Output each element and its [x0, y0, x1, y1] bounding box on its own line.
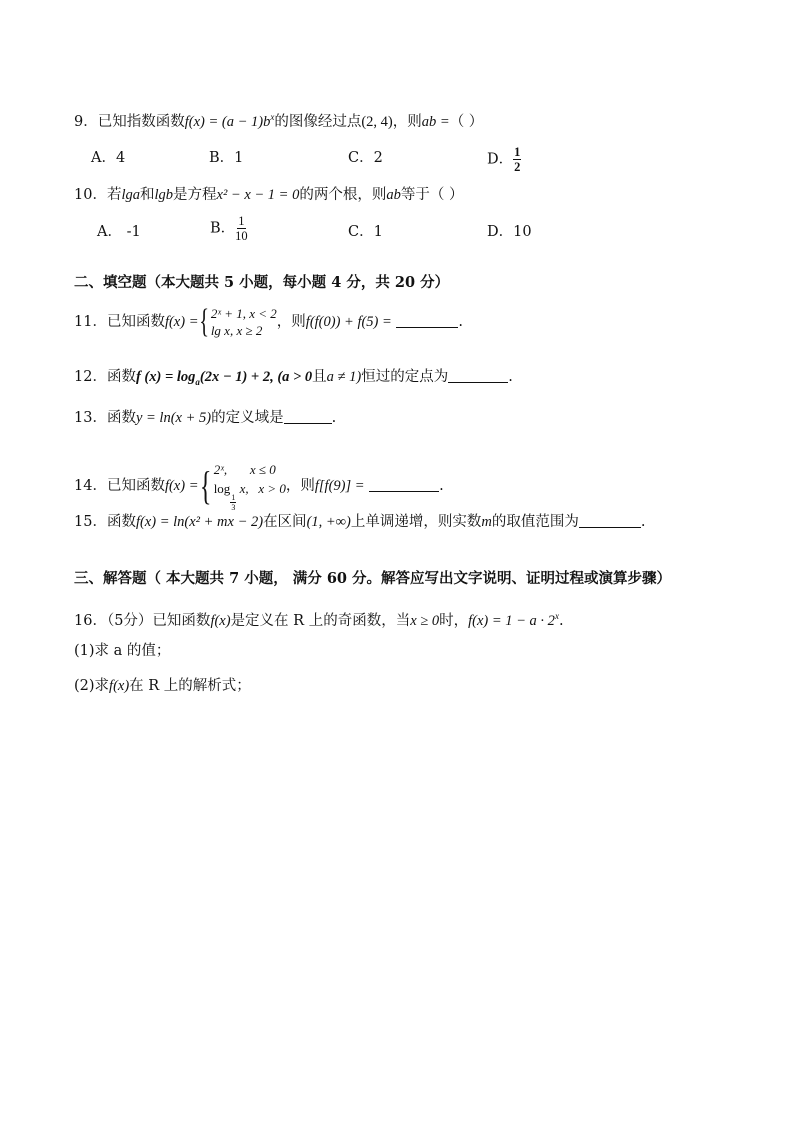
period: . — [458, 314, 464, 330]
question-number: 9． — [74, 114, 98, 130]
question-text: 时， — [439, 613, 469, 629]
question-text: 若 — [106, 187, 122, 203]
question-text: 函数 — [106, 410, 136, 426]
sub-question-text: 在 R 上的解析式； — [129, 678, 251, 694]
math-variable: m — [481, 514, 492, 530]
question-text: 的图像经过点 — [274, 114, 362, 130]
piecewise-function — [198, 460, 285, 512]
option-b — [210, 214, 248, 243]
piecewise-cases — [214, 460, 286, 512]
question-text: ，则 — [392, 114, 422, 130]
fraction-numerator: 1 — [231, 493, 236, 502]
math-subscript: a — [195, 377, 200, 387]
section-heading: 二、填空题（本大题共 5 小题，每小题 4 分，共 20 分） — [74, 274, 450, 291]
fraction-numerator: 1 — [238, 214, 245, 228]
question-text: 的取值范围为 — [491, 514, 579, 530]
math-superscript: x — [554, 611, 559, 621]
option-a: A．4 — [91, 150, 126, 166]
period: . — [558, 613, 564, 629]
fraction-denominator: 10 — [235, 229, 248, 243]
question-15 — [74, 512, 645, 532]
math-expression: f(x) = (a − 1)b — [184, 114, 271, 130]
question-text: 在区间 — [263, 514, 307, 530]
period: . — [640, 514, 646, 530]
question-text: ，则 — [276, 314, 306, 330]
period: . — [439, 478, 444, 494]
option-label: D． — [487, 151, 514, 168]
math-superscript: x — [270, 112, 275, 122]
case-1: 2ˣ + 1, x < 2 — [210, 306, 277, 321]
math-expression: ab — [386, 187, 401, 203]
question-text: 是方程 — [173, 187, 217, 203]
answer-blank[interactable] — [284, 409, 332, 424]
sub-question-2 — [74, 676, 251, 696]
question-text: 上单调递增，则实数 — [350, 514, 482, 530]
question-text: 已知指数函数 — [97, 114, 185, 130]
answer-bracket: （ ） — [449, 114, 484, 130]
case-1-expression: 2ˣ, — [213, 462, 228, 477]
fraction-denominator: 3 — [231, 503, 236, 512]
sub-question-text: (2)求 — [74, 678, 110, 694]
math-expression: (1, +∞) — [306, 514, 351, 530]
answer-blank[interactable] — [448, 368, 508, 383]
answer-blank[interactable] — [579, 513, 641, 528]
case-2 — [214, 479, 286, 512]
case-2-expression: x, — [239, 481, 249, 496]
question-number: 15． — [74, 514, 107, 530]
question-13 — [74, 408, 336, 428]
math-expression: f[f(9)] = — [314, 478, 365, 494]
question-text: （5分）已知函数 — [106, 613, 211, 629]
period: . — [331, 410, 337, 426]
answer-bracket: 等于（ ） — [400, 187, 464, 203]
math-expression: lga — [121, 187, 140, 203]
question-number: 13． — [74, 410, 107, 426]
math-expression: f(x) = — [164, 478, 199, 494]
question-number: 12． — [74, 369, 107, 385]
question-text: 已知函数 — [106, 314, 165, 330]
fraction — [235, 214, 248, 243]
question-text: 且 — [312, 369, 327, 385]
question-text: 函数 — [106, 514, 136, 530]
math-expression: f(x) = 1 − a · 2 — [468, 613, 555, 629]
math-expression: f(x) — [109, 678, 130, 694]
fraction-numerator: 1 — [514, 145, 521, 159]
math-expression: f(x) — [210, 613, 231, 629]
option-d — [487, 145, 521, 174]
math-expression: ab = — [421, 114, 450, 130]
math-expression: (2, 4) — [361, 114, 393, 130]
math-expression: lgb — [154, 187, 174, 203]
log-function: log — [213, 481, 231, 496]
question-number: 14． — [74, 478, 107, 494]
math-expression: f(x) = ln(x² + mx − 2) — [135, 514, 264, 530]
log-base-fraction — [230, 493, 236, 512]
math-expression: f(x) = — [164, 314, 199, 330]
question-text: ，则 — [285, 478, 315, 494]
math-expression: (2x − 1) + 2, (a > 0 — [199, 369, 313, 385]
case-2-condition: x > 0 — [258, 481, 286, 496]
question-text: 的两个根，则 — [299, 187, 387, 203]
left-brace: { — [199, 303, 210, 340]
question-number: 11． — [74, 314, 107, 330]
math-expression: y = ln(x + 5) — [135, 410, 212, 426]
question-11 — [74, 305, 463, 339]
question-text: 恒过的定点为 — [361, 369, 449, 385]
option-c: C．2 — [348, 150, 383, 166]
math-expression: x ≥ 0 — [410, 613, 440, 629]
option-d: D．10 — [487, 224, 532, 240]
question-text: 函数 — [106, 369, 136, 385]
answer-blank[interactable] — [369, 477, 439, 492]
question-14 — [74, 460, 444, 512]
math-expression: f (x) = log — [135, 369, 196, 385]
section-heading: 三、解答题（ 本大题共 7 小题， 满分 60 分。解答应写出文字说明、证明过程或演算步骤） — [74, 570, 672, 587]
option-label: B． — [210, 220, 236, 237]
math-expression: x² − x − 1 = 0 — [216, 187, 300, 203]
question-16 — [74, 606, 564, 631]
question-9 — [74, 107, 483, 132]
piecewise-cases — [211, 305, 277, 339]
answer-blank[interactable] — [396, 313, 458, 328]
question-10 — [74, 185, 463, 205]
question-number: 10． — [74, 187, 107, 203]
option-b: B．1 — [209, 150, 244, 166]
math-expression: f(f(0)) + f(5) = — [305, 314, 392, 330]
case-1 — [214, 460, 286, 479]
fraction — [513, 145, 521, 174]
question-text: 是定义在 R 上的奇函数，当 — [230, 613, 411, 629]
question-text: 和 — [139, 187, 155, 203]
case-2: lg x, x ≥ 2 — [210, 323, 263, 338]
option-c: C．1 — [348, 224, 383, 240]
piecewise-function — [198, 305, 276, 339]
sub-question-1: (1)求 a 的值； — [74, 643, 171, 659]
left-brace: { — [200, 463, 212, 508]
question-12 — [74, 367, 513, 392]
question-number: 16． — [74, 613, 107, 629]
question-text: 已知函数 — [106, 478, 165, 494]
fraction-denominator: 2 — [514, 160, 521, 174]
math-expression: a ≠ 1) — [326, 369, 362, 385]
question-text: 的定义域是 — [211, 410, 284, 426]
case-1-condition: x ≤ 0 — [249, 462, 276, 477]
period: . — [508, 369, 513, 385]
option-a: A． -1 — [97, 224, 141, 240]
